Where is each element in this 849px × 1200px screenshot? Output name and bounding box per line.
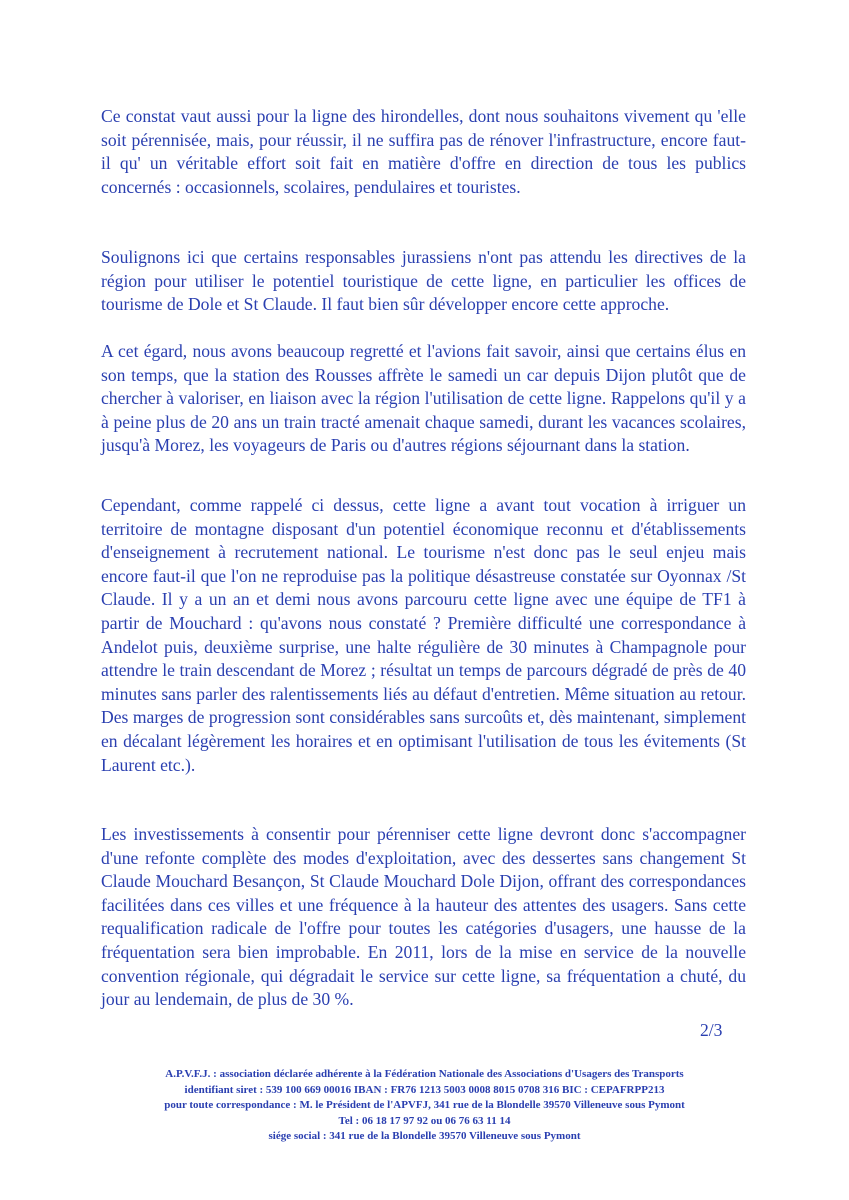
footer-bank-details: identifiant siret : 539 100 669 00016 IBAN : FR76 1213 5003 0008 8015 0708 316 BIC : CEPAFRPP213 xyxy=(184,1083,665,1096)
footer-correspondence: pour toute correspondance : M. le Président de l'APVFJ, 341 rue de la Blondelle 39570 Villeneuve sous Pymont xyxy=(164,1099,685,1112)
footer-head-office: siége social : 341 rue de la Blondelle 39570 Villeneuve sous Pymont xyxy=(268,1130,581,1143)
footer xyxy=(40,1067,809,1145)
paragraph-investissements: Les investissements à consentir pour pérenniser cette ligne devront donc s'accompagner d'une refonte complète des modes d'exploitation, avec des dessertes sans changement St Claude Mouchard Besançon, St Claude Mouchard Dole Dijon, offrant des correspondances facilitées dans ces villes et une fréquence à la hauteur des attentes des usagers. Sans cette requalification radicale de l'offre pour toutes les catégories d'usagers, une hausse de la fréquentation sera bien improbable. En 2011, lors de la mise en service de la nouvelle convention régionale, qui dégradait le service sur cette ligne, sa fréquentation a chuté, du jour au lendemain, de plus de 30 %. xyxy=(101,824,746,1010)
paragraph-hirondelles: Ce constat vaut aussi pour la ligne des hirondelles, dont nous souhaitons vivement qu 'elle soit pérennisée, mais, pour réussir, il ne suffira pas de rénover l'infrastructure, encore faut-il qu' un véritable effort soit fait en matière d'offre en direction de tous les publics concernés : occasionnels, scolaires, pendulaires et touristes. xyxy=(101,106,746,197)
footer-association: A.P.V.F.J. : association déclarée adhérente à la Fédération Nationale des Associations d'Usagers des Transports xyxy=(165,1068,684,1080)
page-number: 2/3 xyxy=(700,1020,723,1040)
paragraph-regret: A cet égard, nous avons beaucoup regretté et l'avions fait savoir, ainsi que certains élus en son temps, que la station des Rousses affrète le samedi un car depuis Dijon plutôt que de chercher à valoriser, en liaison avec la région l'utilisation de cette ligne. Rappelons qu'il y a à peine plus de 20 ans un train tracté amenait chaque samedi, durant les vacances scolaires, jusqu'à Morez, les voyageurs de Paris ou d'autres régions séjournant dans la station. xyxy=(101,341,746,456)
paragraph-tourisme: Soulignons ici que certains responsables jurassiens n'ont pas attendu les directives de la région pour utiliser le potentiel touristique de cette ligne, en particulier les offices de tourisme de Dole et St Claude. Il faut bien sûr développer encore cette approche. xyxy=(101,247,746,315)
paragraph-cependant: Cependant, comme rappelé ci dessus, cette ligne a avant tout vocation à irriguer un territoire de montagne disposant d'un potentiel économique reconnu et d'établissements d'enseignement à recrutement national. Le tourisme n'est donc pas le seul enjeu mais encore faut-il que l'on ne reproduise pas la politique désastreuse constatée sur Oyonnax /St Claude. Il y a un an et demi nous avons parcouru cette ligne avec une équipe de TF1 à partir de Mouchard : qu'avons nous constaté ? Première difficulté une correspondance à Andelot puis, deuxième surprise, une halte régulière de 30 minutes à Champagnole pour attendre le train descendant de Morez ; résultat un temps de parcours dégradé de près de 40 minutes sans parler des ralentissements liés au défaut d'entretien. Même situation au retour. Des marges de progression sont considérables sans surcoûts et, dès maintenant, simplement en décalant légèrement les horaires et en optimisant l'utilisation de tous les évitements (St Laurent etc.). xyxy=(101,495,746,775)
footer-phone: Tel : 06 18 17 97 92 ou 06 76 63 11 14 xyxy=(338,1114,511,1127)
